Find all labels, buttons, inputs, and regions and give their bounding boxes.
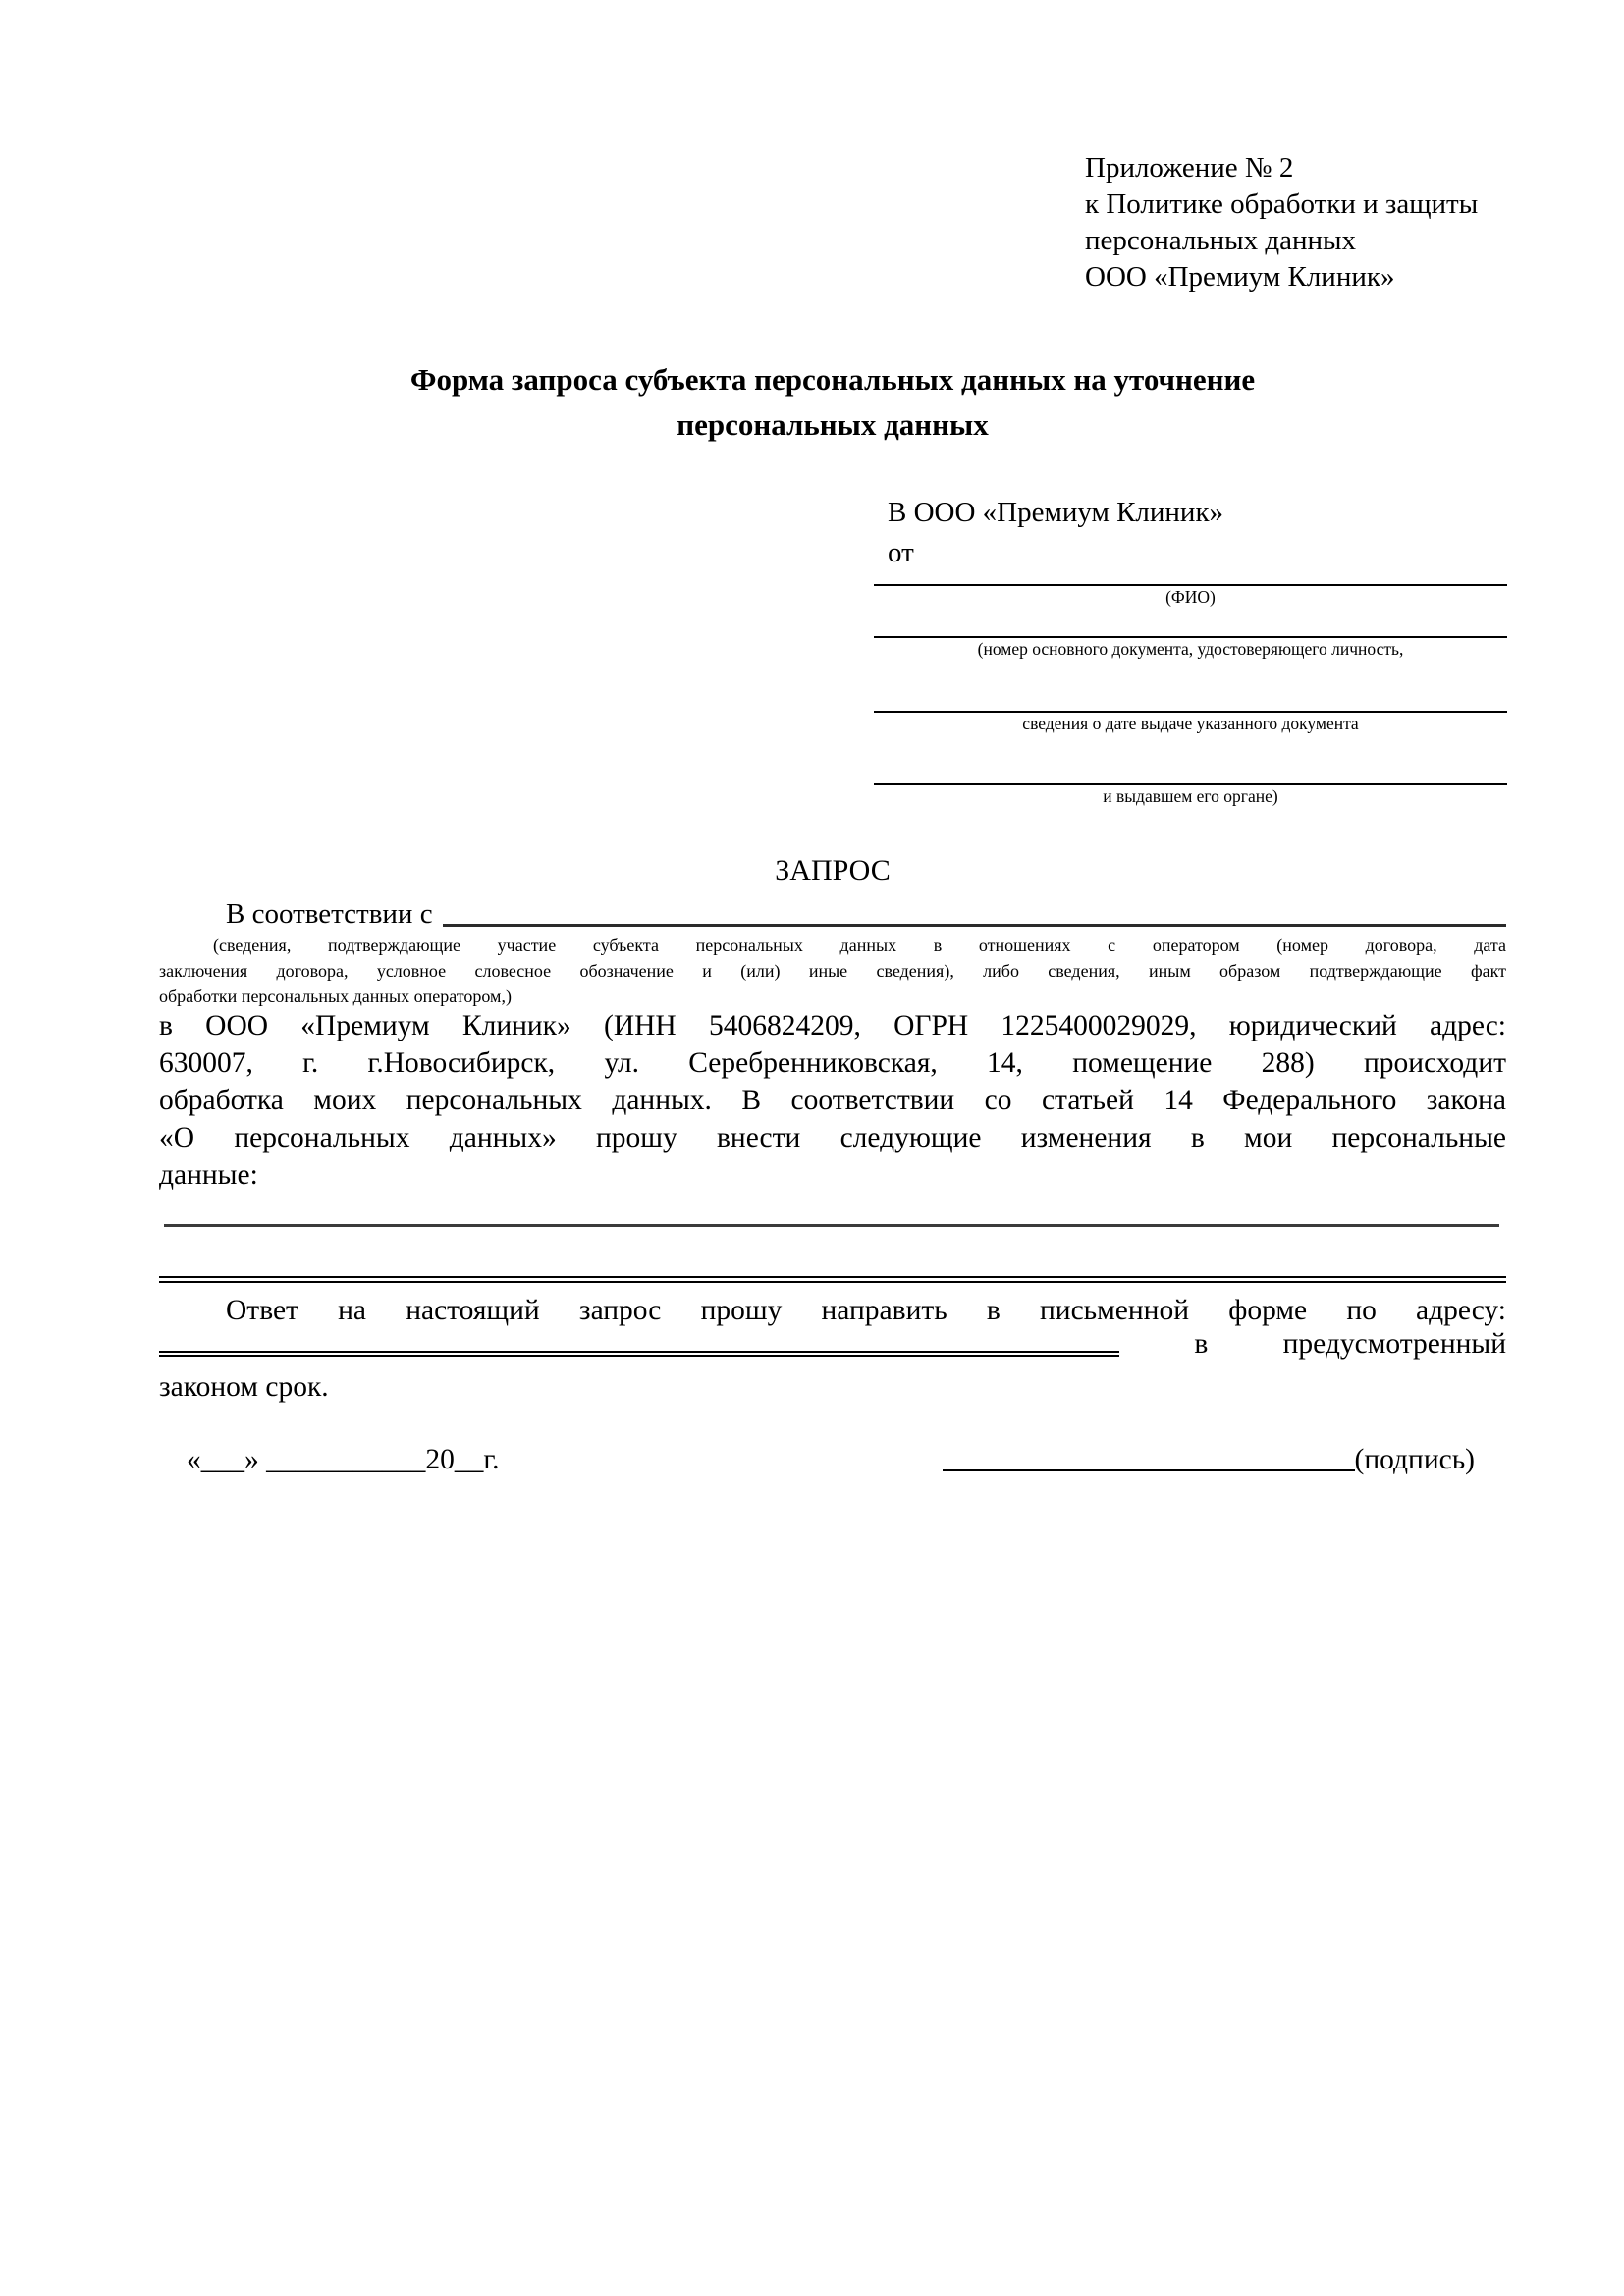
request-body-line: данные:	[159, 1159, 258, 1191]
request-body-line: «О персональных данных» прошу внести следующие изменения в мои персональные	[159, 1122, 1506, 1153]
issuing-authority-caption: и выдавшем его органе)	[1103, 786, 1278, 806]
date-blank-line: «___» ___________20__г.	[187, 1444, 500, 1475]
reply-address-blank-line	[159, 1351, 1119, 1353]
fine-print	[159, 933, 1506, 1009]
signature-blank-line	[943, 1469, 1355, 1471]
request-body-line: 630007, г. г.Новосибирск, ул. Серебренниковская, 14, помещение 288) происходит	[159, 1047, 1506, 1079]
request-body-line: обработка моих персональных данных. В соответствии со статьей 14 Федерального закона	[159, 1085, 1506, 1116]
document-number-caption: (номер основного документа, удостоверяющего личность,	[977, 639, 1404, 659]
reply-closing: законом срок.	[159, 1371, 329, 1403]
signature-caption: (подпись)	[1354, 1444, 1475, 1475]
request-body-line: в ООО «Премиум Клиник» (ИНН 5406824209, ОГРН 1225400029029, юридический адрес:	[159, 1010, 1506, 1041]
reply-sentence: Ответ на настоящий запрос прошу направить в письменной форме по адресу:	[226, 1295, 1506, 1326]
issuing-authority-blank-line	[874, 735, 1507, 785]
fio-caption: (ФИО)	[1165, 587, 1216, 607]
request-body	[159, 1007, 1506, 1194]
fine-print-line: обработки персональных данных оператором,)	[159, 987, 512, 1006]
changes-blank-line-1	[164, 1224, 1499, 1227]
reply-address-row	[159, 1327, 1506, 1361]
request-heading: ЗАПРОС	[775, 854, 891, 886]
signature-group	[943, 1444, 1475, 1476]
document-date-caption: сведения о дате выдаче указанного документа	[1022, 714, 1359, 733]
appendix-note	[1085, 150, 1517, 295]
appendix-note-line: персональных данных	[1085, 225, 1357, 256]
form-title	[159, 357, 1506, 448]
appendix-note-line: к Политике обработки и защиты	[1085, 188, 1479, 220]
reply-tail-word: в	[1194, 1328, 1209, 1360]
document-date-blank-line	[874, 661, 1507, 713]
accordance-blank-line	[443, 924, 1506, 927]
reply-tail-word: предусмотренный	[1282, 1328, 1506, 1360]
changes-blank-line-2	[159, 1276, 1506, 1283]
form-title-line: персональных данных	[677, 407, 989, 442]
date-signature-row	[159, 1435, 1506, 1476]
fine-print-line: (сведения, подтверждающие участие субъекта персональных данных в отношениях с оператором (номер договора, дата	[213, 935, 1506, 955]
appendix-note-line: Приложение № 2	[1085, 152, 1294, 184]
addressee-from-label: от	[888, 537, 914, 568]
document-number-blank-line	[874, 609, 1507, 638]
form-title-line: Форма запроса субъекта персональных данных на уточнение	[409, 362, 1256, 397]
appendix-note-line: ООО «Премиум Клиник»	[1085, 261, 1395, 293]
addressee-to: В ООО «Премиум Клиник»	[888, 497, 1224, 528]
accordance-row	[159, 895, 1506, 931]
addressee-block	[874, 493, 1507, 808]
fine-print-line: заключения договора, условное словесное обозначение и (или) иные сведения), либо сведения, иным образом подтверждающие факт	[159, 961, 1506, 981]
accordance-prefix: В соответствии с	[226, 898, 433, 930]
fio-blank-line	[874, 573, 1507, 586]
